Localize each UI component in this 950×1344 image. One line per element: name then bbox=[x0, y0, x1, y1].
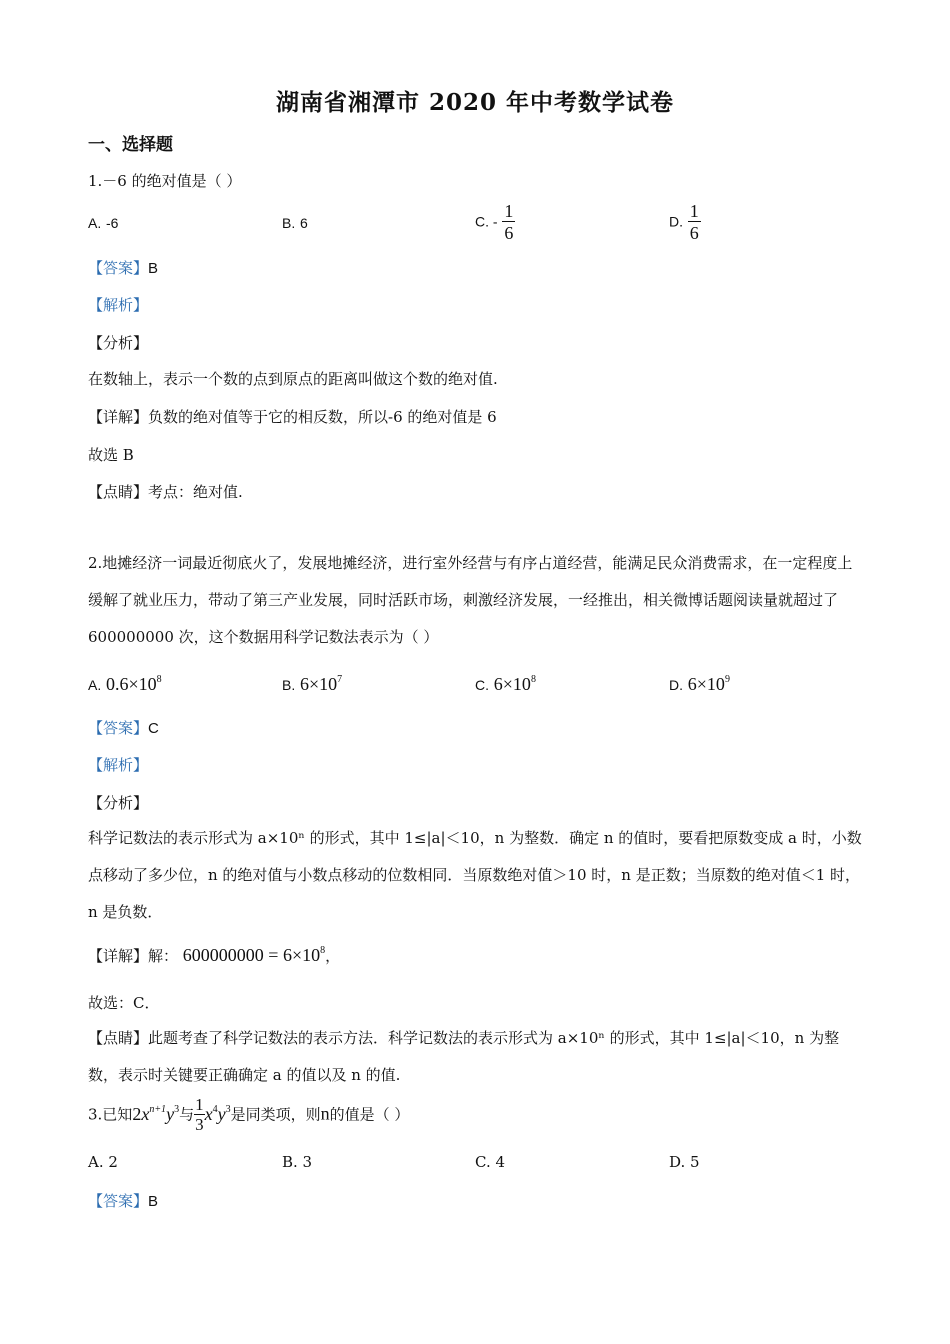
q1-dianjing: 【点睛】考点：绝对值. bbox=[88, 483, 243, 501]
q3-option-d: D. 5 bbox=[669, 1153, 700, 1171]
q3-stem-mid: 是同类项，则 bbox=[230, 1105, 321, 1124]
section-title: 一、选择题 bbox=[88, 135, 173, 155]
q3-term2-var1: x bbox=[204, 1103, 213, 1124]
q2-option-d-base: 6×10 bbox=[687, 674, 725, 694]
q3-term2-fraction bbox=[194, 1096, 205, 1135]
q3-term2-var2: y bbox=[217, 1103, 226, 1124]
q3-answer bbox=[88, 1190, 158, 1211]
q2-option-a-exp: 8 bbox=[156, 674, 162, 685]
q3-term1-var2: y bbox=[166, 1103, 175, 1124]
q2-stem: 2.地摊经济一词最近彻底火了，发展地摊经济，进行室外经营与有序占道经营，能满足民众消费需求，在一定程度上缓解了就业压力，带动了第三产业发展，同时活跃市场，刺激经济发展，一经推出，相关微博话题阅读量就超过了 600000000 次，这个数据用科学记数法表示为（ ） bbox=[88, 554, 853, 646]
q1-option-c-numerator: 1 bbox=[504, 201, 514, 221]
q1-stem: 1.－6 的绝对值是（ ） bbox=[88, 172, 242, 190]
q2-answer bbox=[88, 717, 159, 738]
q1-option-c-denominator: 6 bbox=[504, 223, 514, 243]
q1-option-d-numerator: 1 bbox=[689, 201, 699, 221]
q3-stem-suffix: 的值是（ ） bbox=[329, 1105, 410, 1124]
q1-option-b-label: B. bbox=[282, 215, 296, 231]
q1-answer bbox=[88, 257, 158, 278]
q2-detail-exp: 8 bbox=[320, 945, 326, 956]
q3-term2-denominator: 3 bbox=[195, 1115, 204, 1134]
q1-option-b bbox=[282, 214, 308, 232]
q1-fenxi: 在数轴上，表示一个数的点到原点的距离叫做这个数的绝对值. bbox=[88, 370, 498, 388]
q2-detail-tag: 【详解】解： bbox=[88, 947, 179, 965]
q2-option-c-base: 6×10 bbox=[493, 674, 531, 694]
q2-answer-tag: 【答案】 bbox=[88, 719, 149, 737]
q1-option-c bbox=[475, 201, 515, 244]
q1-choose: 故选 B bbox=[88, 446, 134, 464]
q3-term1-var1: x bbox=[141, 1103, 150, 1124]
q3-n-var: n bbox=[320, 1103, 330, 1124]
q2-option-d bbox=[669, 674, 730, 695]
q1-jiexi: 【解析】 bbox=[88, 296, 149, 314]
q2-option-a-label: A. bbox=[88, 677, 102, 693]
q3-connector: 与 bbox=[179, 1105, 195, 1124]
q3-term2-numerator: 1 bbox=[195, 1095, 204, 1114]
page-title: 湖南省湘潭市 2020 年中考数学试卷 bbox=[275, 89, 675, 116]
q1-detail: 【详解】负数的绝对值等于它的相反数，所以-6 的绝对值是 6 bbox=[88, 408, 497, 426]
q2-option-b-base: 6×10 bbox=[300, 674, 338, 694]
q2-fenxi: 科学记数法的表示形式为 a×10ⁿ 的形式，其中 1≤|a|＜10，n 为整数．确定 n 的值时，要看把原数变成 a 时，小数点移动了多少位，n 的绝对值与小数点移动的位数相同．当原数绝对值＞10 时，n 是正数；当原数的绝对值＜1 时，n 是负数． bbox=[88, 829, 862, 921]
q2-option-b-label: B. bbox=[282, 677, 296, 693]
q3-answer-value: B bbox=[148, 1193, 159, 1210]
q3-stem-prefix: 3.已知 bbox=[88, 1105, 133, 1124]
q2-option-b bbox=[282, 674, 342, 695]
q1-option-c-fraction bbox=[502, 201, 515, 244]
q1-option-a bbox=[88, 214, 118, 232]
q2-option-c-label: C. bbox=[475, 677, 489, 693]
q3-term1-exp2: 3 bbox=[174, 1103, 180, 1115]
q2-option-d-label: D. bbox=[669, 677, 683, 693]
q1-option-a-value: -6 bbox=[106, 215, 119, 231]
q1-option-d-denominator: 6 bbox=[689, 223, 699, 243]
q2-choose: 故选：C． bbox=[88, 994, 160, 1012]
q3-option-c: C. 4 bbox=[475, 1153, 506, 1171]
q1-answer-tag: 【答案】 bbox=[88, 259, 149, 277]
q3-answer-tag: 【答案】 bbox=[88, 1192, 149, 1210]
q3-stem bbox=[88, 1096, 409, 1135]
q1-option-c-label: C. - bbox=[475, 213, 498, 230]
q2-answer-value: C bbox=[148, 720, 159, 737]
q2-jiexi: 【解析】 bbox=[88, 756, 149, 774]
q3-option-b: B. 3 bbox=[282, 1153, 313, 1171]
q3-term1-coef: 2 bbox=[132, 1103, 142, 1124]
q2-fenxi-tag: 【分析】 bbox=[88, 794, 149, 812]
q3-term1-exp1: n+1 bbox=[149, 1103, 167, 1115]
q1-answer-value: B bbox=[148, 260, 159, 277]
q2-detail-math: 600000000 = 6×10 bbox=[182, 945, 321, 965]
q2-option-c bbox=[475, 674, 536, 695]
q1-option-d-label: D. bbox=[669, 213, 683, 230]
q3-term2-exp1: 4 bbox=[212, 1103, 218, 1115]
q1-option-a-label: A. bbox=[88, 215, 102, 231]
q1-option-b-value: 6 bbox=[300, 215, 308, 231]
q2-option-d-exp: 9 bbox=[724, 674, 730, 685]
q1-option-d bbox=[669, 201, 701, 244]
q1-fenxi-tag: 【分析】 bbox=[88, 334, 149, 352]
q2-option-c-exp: 8 bbox=[530, 674, 536, 685]
q2-option-a-base: 0.6×10 bbox=[106, 674, 157, 694]
q3-option-a: A. 2 bbox=[88, 1153, 118, 1171]
q2-option-a bbox=[88, 674, 162, 695]
q3-term2-exp2: 3 bbox=[225, 1103, 231, 1115]
q2-dianjing: 【点睛】此题考查了科学记数法的表示方法．科学记数法的表示形式为 a×10ⁿ 的形式，其中 1≤|a|＜10，n 为整数，表示时关键要正确确定 a 的值以及 n 的值. bbox=[88, 1029, 840, 1084]
q1-option-d-fraction bbox=[688, 201, 701, 244]
q2-detail bbox=[88, 945, 340, 966]
q2-option-b-exp: 7 bbox=[337, 674, 343, 685]
q2-detail-tail: ， bbox=[325, 947, 341, 965]
